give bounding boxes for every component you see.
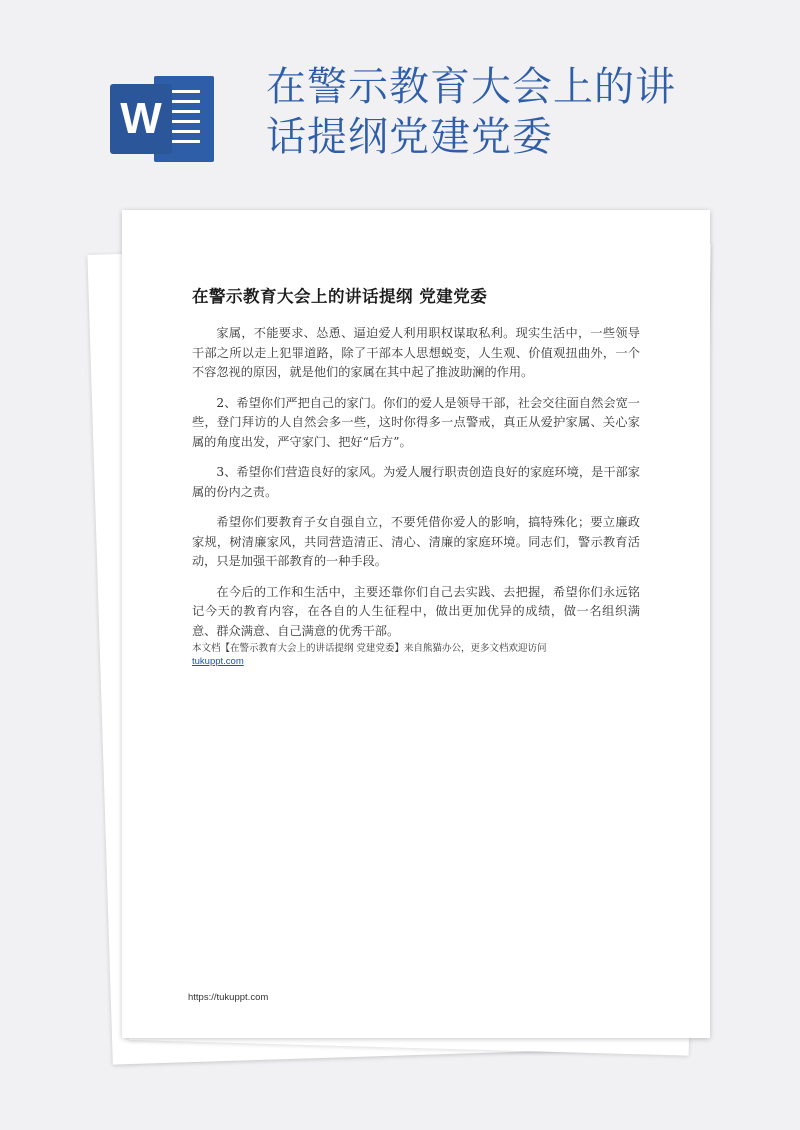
paragraph-family-requirements: 家属，不能要求、怂恿、逼迫爱人利用职权谋取私利。现实生活中，一些领导干部之所以走上犯罪道路，除了干部本人思想蜕变，人生观、价值观扭曲外，一个不容忽视的原因，就是他们的家属在其中起了推波助澜的作用。 [192, 326, 640, 379]
source-link[interactable]: tukuppt.com [192, 656, 244, 667]
paragraph-closing: 在今后的工作和生活中，主要还靠你们自己去实践、去把握，希望你们永远铭记今天的教育内容，在各自的人生征程中，做出更加优异的成绩，做一名组织满意、群众满意、自己满意的优秀干部。 [192, 584, 640, 638]
document-title: 在警示教育大会上的讲话提纲 党建党委 [192, 287, 488, 306]
word-letter-badge: W [110, 84, 172, 154]
word-document-icon [110, 76, 214, 162]
document-page [122, 210, 710, 1038]
paragraph-family-culture: 3、希望你们营造良好的家风。为爱人履行职责创造良好的家庭环境，是干部家属的份内之责。 [192, 465, 640, 499]
page-title: 在警示教育大会上的讲话提纲党建党委 [266, 64, 676, 160]
document-body [192, 324, 640, 652]
footer-url[interactable]: https://tukuppt.com [188, 992, 269, 1003]
paragraph-guard-home: 2、希望你们严把自己的家门。你们的爱人是领导干部，社会交往面自然会宽一些，登门拜访的人自然会多一些，这时你得多一点警戒，真正从爱护家属、关心家属的角度出发，严守家门、把好“后方”。 [192, 395, 640, 449]
source-note-text: 本文档【在警示教育大会上的讲话提纲 党建党委】来自熊猫办公，更多文档欢迎访问 [192, 643, 547, 654]
source-note [192, 642, 640, 668]
paragraph-educate-children: 希望你们要教育子女自强自立，不要凭借你爱人的影响，搞特殊化；要立廉政家规，树清廉家风，共同营造清正、清心、清廉的家庭环境。同志们，警示教育活动，只是加强干部教育的一种手段。 [192, 515, 640, 568]
